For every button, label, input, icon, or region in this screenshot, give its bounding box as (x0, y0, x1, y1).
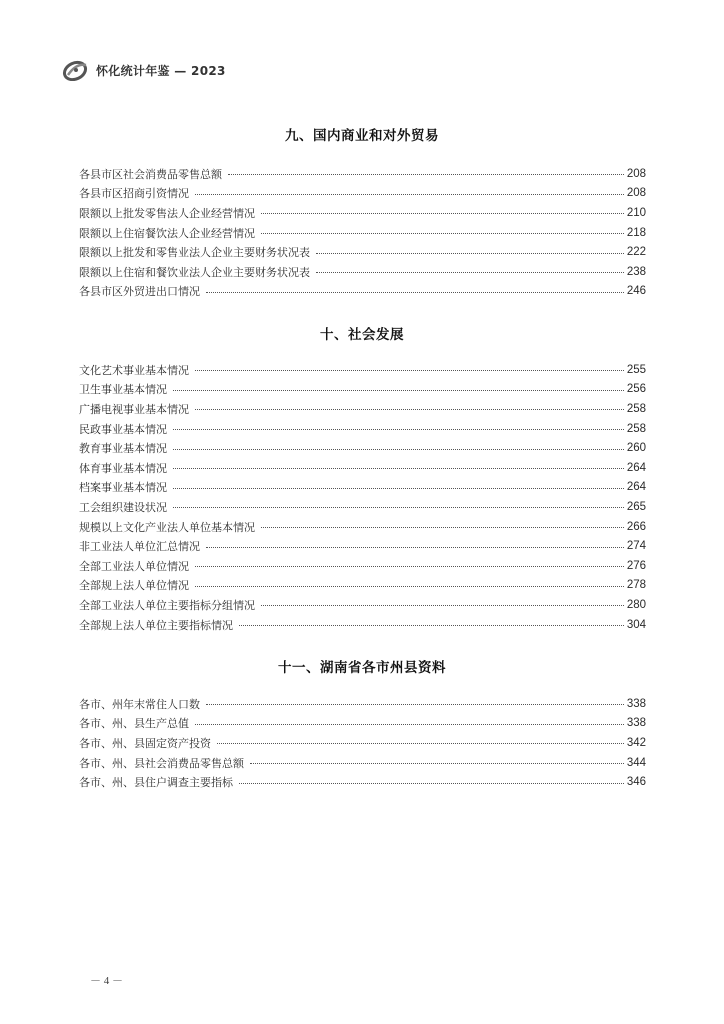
toc-entry-label: 体育事业基本情况 (79, 461, 167, 475)
toc-entry-page: 280 (626, 598, 646, 611)
toc-entry-page: 304 (626, 618, 646, 631)
dot-leader (195, 194, 624, 195)
toc-entry-page: 264 (626, 481, 646, 494)
toc-entry[interactable] (79, 556, 646, 576)
dot-leader (217, 743, 624, 744)
toc-entry[interactable] (79, 262, 646, 282)
toc-entry[interactable] (79, 282, 646, 302)
toc-entry-page: 246 (626, 285, 646, 298)
dot-leader (173, 390, 624, 391)
dot-leader (206, 704, 624, 705)
toc-entry[interactable] (79, 576, 646, 596)
toc-entry-label: 限额以上批发和零售业法人企业主要财务状况表 (79, 246, 310, 260)
toc-entry[interactable] (79, 242, 646, 262)
toc-entry[interactable] (79, 438, 646, 458)
toc-entry[interactable] (79, 478, 646, 498)
dot-leader (173, 507, 624, 508)
toc-list-hunan (79, 694, 646, 792)
toc-entry-label: 各市、州、县固定资产投资 (79, 736, 211, 750)
dot-leader (206, 547, 624, 548)
toc-entry[interactable] (79, 694, 646, 714)
toc-entry-label: 各县市区招商引资情况 (79, 187, 189, 201)
toc-entry-label: 广播电视事业基本情况 (79, 402, 189, 416)
toc-entry[interactable] (79, 419, 646, 439)
page-header (62, 58, 226, 82)
dot-leader (239, 625, 624, 626)
toc-entry-page: 338 (626, 697, 646, 710)
toc-entry-page: 258 (626, 422, 646, 435)
toc-entry-label: 限额以上批发零售法人企业经营情况 (79, 206, 255, 220)
toc-entry-label: 限额以上住宿餐饮法人企业经营情况 (79, 226, 255, 240)
dot-leader (261, 233, 624, 234)
toc-entry-page: 264 (626, 461, 646, 474)
section-title-trade: 九、国内商业和对外贸易 (285, 128, 439, 144)
toc-entry-label: 限额以上住宿和餐饮业法人企业主要财务状况表 (79, 265, 310, 279)
toc-entry[interactable] (79, 164, 646, 184)
toc-entry-label: 规模以上文化产业法人单位基本情况 (79, 520, 255, 534)
toc-entry-label: 各市、州、县住户调查主要指标 (79, 776, 233, 790)
toc-entry[interactable] (79, 203, 646, 223)
dot-leader (173, 449, 624, 450)
toc-entry-page: 255 (626, 363, 646, 376)
toc-list-trade (79, 164, 646, 301)
toc-entry-label: 工会组织建设状况 (79, 500, 167, 514)
dot-leader (206, 292, 624, 293)
dot-leader (195, 586, 624, 587)
toc-entry[interactable] (79, 733, 646, 753)
toc-entry-page: 222 (626, 246, 646, 259)
toc-entry-label: 文化艺术事业基本情况 (79, 363, 189, 377)
toc-entry[interactable] (79, 772, 646, 792)
dot-leader (228, 174, 624, 175)
page-number: － 4 － (90, 975, 123, 987)
toc-entry[interactable] (79, 497, 646, 517)
toc-entry[interactable] (79, 517, 646, 537)
toc-entry-page: 265 (626, 500, 646, 513)
toc-entry[interactable] (79, 714, 646, 734)
toc-entry[interactable] (79, 223, 646, 243)
section-title-hunan: 十一、湖南省各市州县资料 (278, 660, 446, 676)
toc-entry-label: 全部规上法人单位情况 (79, 579, 189, 593)
toc-entry-label: 各市、州年末常住人口数 (79, 697, 200, 711)
dot-leader (195, 566, 624, 567)
toc-entry[interactable] (79, 458, 646, 478)
toc-entry-page: 266 (626, 520, 646, 533)
toc-entry[interactable] (79, 615, 646, 635)
toc-entry-label: 各市、州、县社会消费品零售总额 (79, 756, 244, 770)
dot-leader (195, 724, 624, 725)
dot-leader (261, 605, 624, 606)
toc-entry-page: 346 (626, 776, 646, 789)
toc-entry-page: 274 (626, 540, 646, 553)
toc-entry-page: 344 (626, 756, 646, 769)
dot-leader (195, 370, 624, 371)
header-title: 怀化统计年鉴 — 2023 (96, 63, 226, 78)
toc-entry-page: 258 (626, 402, 646, 415)
dot-leader (173, 468, 624, 469)
yearbook-logo-icon (62, 59, 90, 81)
toc-entry-label: 档案事业基本情况 (79, 481, 167, 495)
toc-entry[interactable] (79, 753, 646, 773)
toc-entry-page: 208 (626, 187, 646, 200)
toc-entry-label: 卫生事业基本情况 (79, 383, 167, 397)
dot-leader (250, 763, 624, 764)
toc-entry-label: 全部工业法人单位情况 (79, 559, 189, 573)
toc-entry-label: 教育事业基本情况 (79, 442, 167, 456)
section-title-social: 十、社会发展 (320, 327, 404, 343)
dot-leader (239, 783, 624, 784)
toc-entry-page: 278 (626, 579, 646, 592)
dot-leader (316, 272, 624, 273)
toc-entry[interactable] (79, 360, 646, 380)
dot-leader (316, 253, 624, 254)
toc-entry-page: 238 (626, 265, 646, 278)
toc-list-social (79, 360, 646, 634)
toc-entry[interactable] (79, 536, 646, 556)
toc-entry-label: 全部规上法人单位主要指标情况 (79, 618, 233, 632)
toc-entry[interactable] (79, 595, 646, 615)
toc-entry-page: 276 (626, 559, 646, 572)
dot-leader (195, 409, 624, 410)
dot-leader (261, 527, 624, 528)
toc-entry[interactable] (79, 184, 646, 204)
toc-entry-page: 260 (626, 442, 646, 455)
dot-leader (173, 429, 624, 430)
toc-entry-page: 342 (626, 736, 646, 749)
toc-entry-label: 全部工业法人单位主要指标分组情况 (79, 598, 255, 612)
dot-leader (173, 488, 624, 489)
toc-entry-page: 210 (626, 206, 646, 219)
toc-entry-page: 208 (626, 167, 646, 180)
toc-entry-page: 218 (626, 226, 646, 239)
dot-leader (261, 213, 624, 214)
toc-entry-page: 256 (626, 383, 646, 396)
toc-entry-label: 各县市区外贸进出口情况 (79, 285, 200, 299)
toc-entry-label: 民政事业基本情况 (79, 422, 167, 436)
toc-entry-label: 非工业法人单位汇总情况 (79, 540, 200, 554)
toc-entry[interactable] (79, 399, 646, 419)
toc-entry-label: 各县市区社会消费品零售总额 (79, 167, 222, 181)
toc-entry[interactable] (79, 380, 646, 400)
toc-entry-label: 各市、州、县生产总值 (79, 717, 189, 731)
toc-entry-page: 338 (626, 717, 646, 730)
